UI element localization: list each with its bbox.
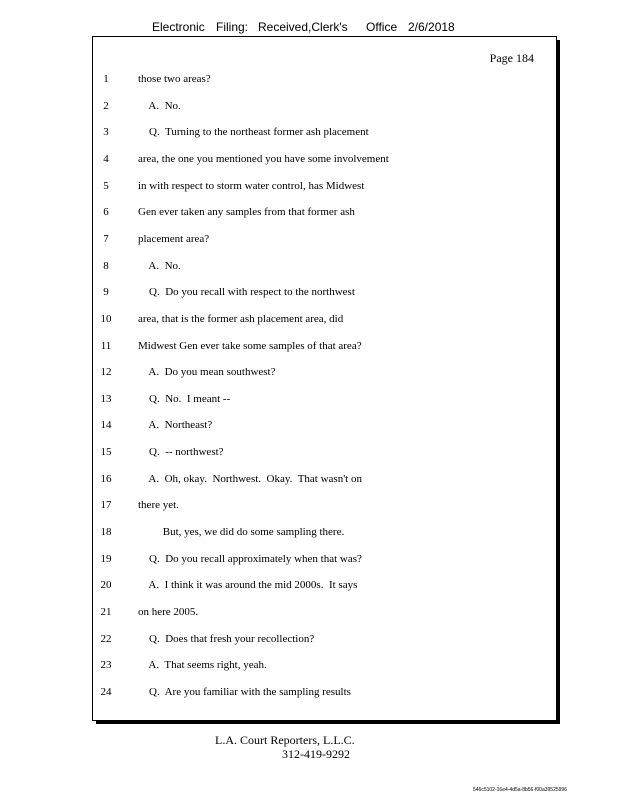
header-word-received-clerks: Received,Clerk's [258,20,348,34]
line-number: 22 [100,632,112,645]
line-number: 4 [103,152,109,165]
electronic-filing-header [152,20,482,36]
line-number: 24 [100,685,112,698]
line-number: 9 [103,286,109,299]
line-text: placement area? [138,232,210,245]
transcript-line [0,579,618,595]
line-number: 2 [103,99,109,112]
line-text: there yet. [138,499,179,512]
transcript-line [0,233,618,249]
reporter-name: L.A. Court Reporters, L.L.C. [215,733,355,747]
line-text: Q. Are you familiar with the sampling results [138,685,351,698]
header-word-office: Office [366,20,398,34]
transcript-line [0,446,618,462]
line-number: 12 [100,366,112,379]
line-number: 1 [103,73,109,85]
line-text: Q. Do you recall with respect to the northwest [138,286,355,299]
line-number: 8 [103,259,109,272]
line-number: 23 [100,659,112,672]
transcript-line [0,473,618,489]
transcript-line [0,153,618,169]
transcript-line [0,100,618,116]
line-number: 14 [100,419,112,432]
transcript-line [0,633,618,649]
transcript-line [0,553,618,569]
page-number: Page 184 [489,51,534,65]
line-number: 18 [100,526,112,539]
line-number: 21 [100,606,112,618]
transcript-line [0,393,618,409]
transcript-line [0,206,618,222]
header-word-electronic: Electronic [152,20,205,34]
transcript-line [0,260,618,276]
line-number: 7 [103,232,109,245]
line-text: A. I think it was around the mid 2000s. It says [138,579,358,592]
transcript-line [0,313,618,329]
line-number: 17 [100,499,112,512]
transcript-line [0,126,618,142]
transcript-line [0,659,618,675]
line-number: 16 [100,472,112,485]
transcript-line [0,180,618,196]
line-text: But, yes, we did do some sampling there. [138,526,345,539]
transcript-line [0,606,618,622]
line-text: A. Oh, okay. Northwest. Okay. That wasn't on [138,472,362,485]
transcript-line [0,366,618,382]
line-number: 11 [100,339,112,352]
line-text: Gen ever taken any samples from that former ash [138,206,355,219]
line-number: 10 [100,312,112,325]
line-text: Q. Turning to the northeast former ash placement [138,126,369,139]
transcript-line [0,286,618,302]
line-text: area, the one you mentioned you have some involvement [138,152,389,165]
header-word-filing: Filing: [216,20,249,34]
line-text: Q. Does that fresh your recollection? [138,632,315,645]
line-number: 3 [103,126,109,139]
line-text: Q. Do you recall approximately when that was? [138,552,362,565]
line-number: 19 [100,552,112,565]
line-text: area, that is the former ash placement area, did [138,312,344,325]
document-hash: 546c5102-16e4-4d5a-8b56-f00a39525996 [473,787,567,793]
line-text: Midwest Gen ever take some samples of that area? [138,339,362,352]
line-number: 5 [103,179,109,192]
line-text: those two areas? [138,73,211,85]
transcript-line [0,499,618,515]
line-text: in with respect to storm water control, has Midwest [138,179,365,192]
line-text: Q. No. I meant -- [138,392,231,405]
line-text: A. No. [138,259,181,272]
header-filing-date: 2/6/2018 [408,20,455,34]
transcript-line [0,419,618,435]
line-text: A. No. [138,99,181,112]
line-text: A. Northeast? [138,419,213,432]
line-number: 15 [100,446,112,459]
line-number: 6 [103,206,109,219]
reporter-phone: 312-419-9292 [282,747,350,761]
line-text: A. That seems right, yeah. [138,659,267,672]
line-number: 13 [100,392,112,405]
line-number: 20 [100,579,112,592]
frame-shadow-bottom [96,721,560,724]
line-text: Q. -- northwest? [138,446,224,459]
line-text: A. Do you mean southwest? [138,366,276,379]
line-text: on here 2005. [138,606,199,618]
transcript-line [0,686,618,702]
transcript-line [0,526,618,542]
transcript-line [0,340,618,356]
transcript-line [0,73,618,89]
